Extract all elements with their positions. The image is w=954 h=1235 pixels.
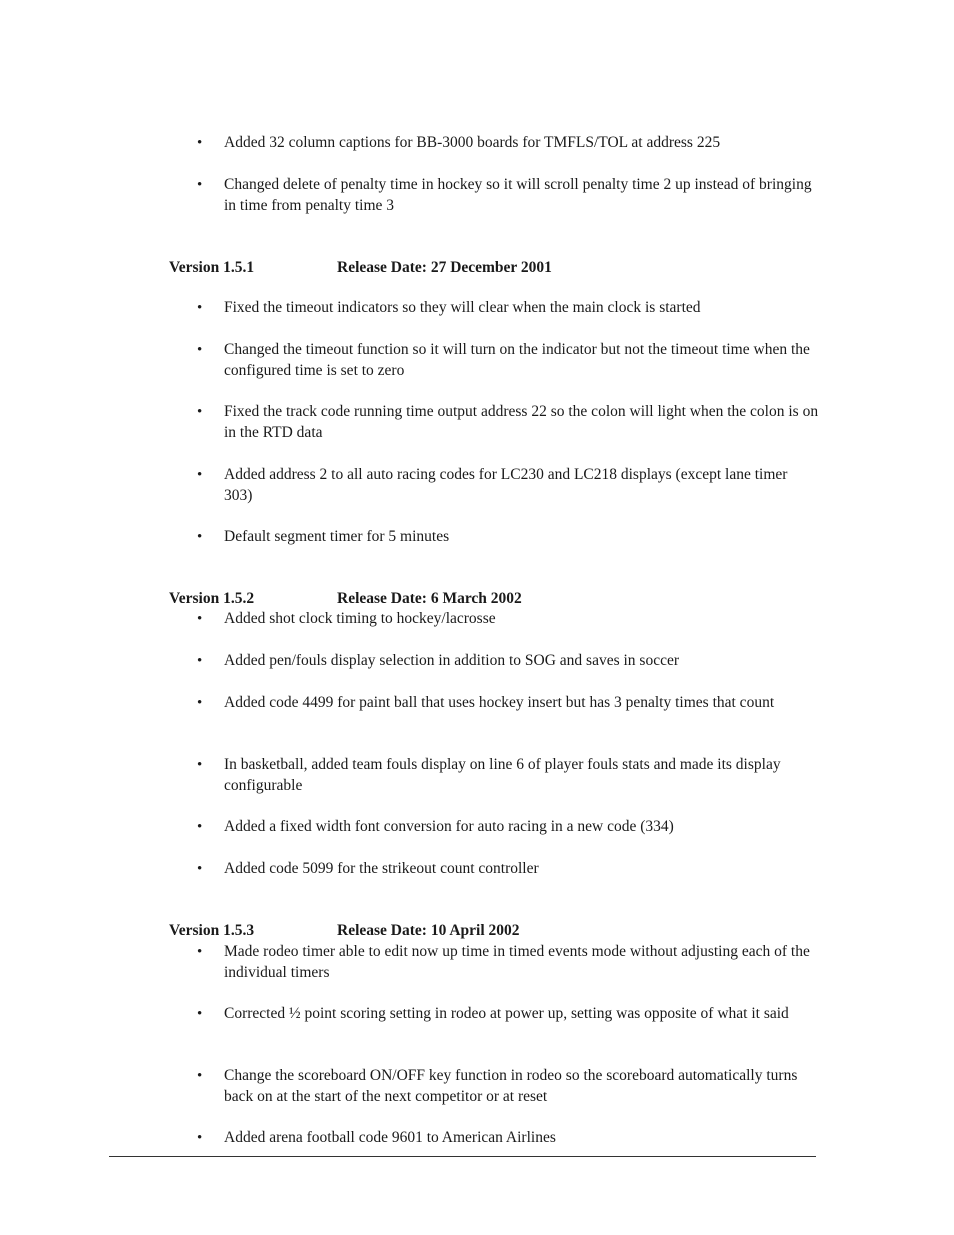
bullet: • — [197, 467, 203, 483]
release-date: Release Date: 6 March 2002 — [337, 590, 522, 607]
release-date: Release Date: 27 December 2001 — [337, 259, 552, 276]
list-item-text: Made rodeo timer able to edit now up time in timed events mode without adjusting each of the individual timers — [224, 943, 810, 981]
bullet: • — [197, 1006, 203, 1022]
list-item-text: Changed delete of penalty time in hockey so it will scroll penalty time 2 up instead of bringing in time from penalty time 3 — [224, 176, 812, 214]
list-item-text: Added pen/fouls display selection in addition to SOG and saves in soccer — [224, 652, 680, 669]
release-date: Release Date: 10 April 2002 — [337, 922, 520, 939]
version-label: Version 1.5.1 — [169, 259, 255, 276]
list-item-text: Added 32 column captions for BB-3000 boards for TMFLS/TOL at address 225 — [224, 134, 721, 151]
list-item-text: Added a fixed width font conversion for auto racing in a new code (334) — [224, 818, 674, 835]
bullet: • — [197, 653, 203, 669]
bullet: • — [197, 177, 203, 193]
list-item-text: Fixed the timeout indicators so they will clear when the main clock is started — [224, 299, 701, 316]
list-item-text: Default segment timer for 5 minutes — [224, 528, 450, 545]
list-item-text: Fixed the track code running time output address 22 so the colon will light when the colon is on in the RTD data — [224, 403, 819, 441]
bullet: • — [197, 611, 203, 627]
footer-rule — [109, 1156, 816, 1157]
list-item-text: In basketball, added team fouls display on line 6 of player fouls stats and made its display configurable — [224, 756, 781, 794]
bullet: • — [197, 529, 203, 545]
bullet: • — [197, 1130, 203, 1146]
list-item-text: Added code 4499 for paint ball that uses hockey insert but has 3 penalty times that count — [224, 694, 775, 711]
list-item-text: Change the scoreboard ON/OFF key function in rodeo so the scoreboard automatically turns back on at the start of the next competitor or at reset — [224, 1067, 798, 1105]
bullet: • — [197, 404, 203, 420]
bullet: • — [197, 695, 203, 711]
list-item-text: Changed the timeout function so it will turn on the indicator but not the timeout time when the configured time is set to zero — [224, 341, 810, 379]
bullet: • — [197, 342, 203, 358]
list-item-text: Added arena football code 9601 to American Airlines — [224, 1129, 556, 1146]
bullet: • — [197, 861, 203, 877]
bullet: • — [197, 819, 203, 835]
bullet: • — [197, 135, 203, 151]
bullet: • — [197, 1068, 203, 1084]
version-label: Version 1.5.3 — [169, 922, 255, 939]
bullet: • — [197, 300, 203, 316]
list-item-text: Added code 5099 for the strikeout count controller — [224, 860, 539, 877]
bullet: • — [197, 944, 203, 960]
list-item-text: Corrected ½ point scoring setting in rodeo at power up, setting was opposite of what it said — [224, 1005, 789, 1022]
list-item-text: Added address 2 to all auto racing codes for LC230 and LC218 displays (except lane timer 303) — [224, 466, 788, 504]
bullet: • — [197, 757, 203, 773]
version-label: Version 1.5.2 — [169, 590, 255, 607]
list-item-text: Added shot clock timing to hockey/lacrosse — [224, 610, 496, 627]
